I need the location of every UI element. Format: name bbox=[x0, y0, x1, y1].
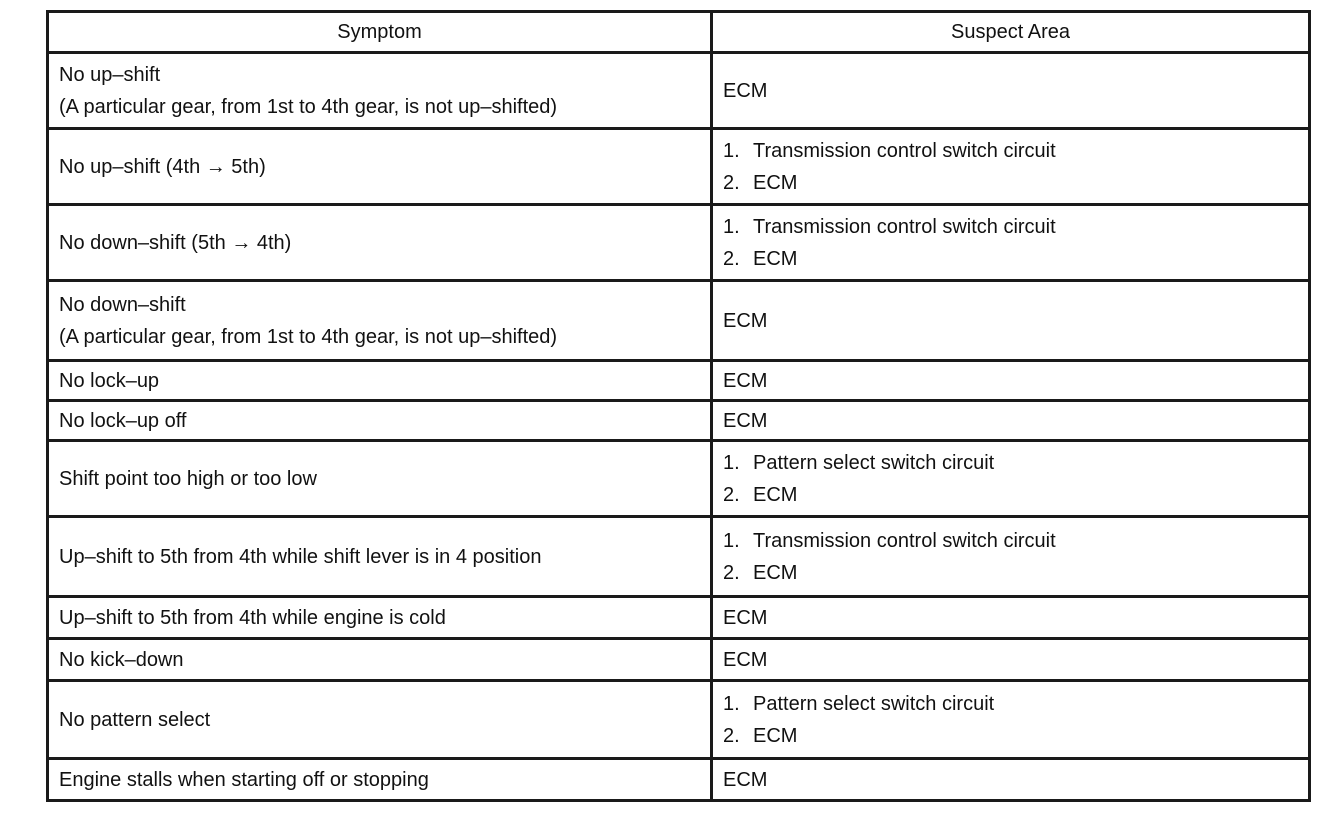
suspect-area-cell bbox=[712, 129, 1310, 205]
table-row bbox=[48, 53, 1310, 129]
suspect-area-text: ECM bbox=[753, 561, 798, 584]
symptom-cell bbox=[48, 281, 712, 361]
suspect-area-item bbox=[723, 688, 1298, 720]
symptom-cell bbox=[48, 53, 712, 129]
suspect-area-text: ECM bbox=[723, 369, 768, 392]
suspect-area-text: Transmission control switch circuit bbox=[753, 139, 1056, 162]
suspect-area-item bbox=[723, 365, 1298, 397]
symptom-text: Shift point too high or too low bbox=[59, 467, 317, 490]
item-number: 1. bbox=[723, 215, 740, 238]
suspect-area-text: Pattern select switch circuit bbox=[753, 451, 995, 474]
symptom-cell bbox=[48, 401, 712, 441]
suspect-area-item bbox=[723, 405, 1298, 437]
suspect-area-cell bbox=[712, 281, 1310, 361]
symptom-cell bbox=[48, 361, 712, 401]
symptom-suspect-table bbox=[46, 10, 1311, 802]
item-number: 2. bbox=[723, 561, 740, 584]
item-number: 2. bbox=[723, 483, 740, 506]
suspect-area-text: ECM bbox=[723, 309, 768, 332]
suspect-area-item bbox=[723, 447, 1298, 479]
table-row bbox=[48, 597, 1310, 639]
symptom-cell bbox=[48, 129, 712, 205]
suspect-area-item bbox=[723, 557, 1298, 589]
symptom-text: No up–shift bbox=[59, 63, 161, 86]
suspect-area-cell bbox=[712, 681, 1310, 759]
suspect-area-cell bbox=[712, 597, 1310, 639]
item-number: 2. bbox=[723, 247, 740, 270]
symptom-text: No down–shift bbox=[59, 293, 186, 316]
suspect-area-text: Transmission control switch circuit bbox=[753, 529, 1056, 552]
table-header-row bbox=[48, 12, 1310, 53]
suspect-area-text: ECM bbox=[723, 768, 768, 791]
symptom-text: No up–shift (4th → 5th) bbox=[59, 155, 266, 178]
suspect-area-cell bbox=[712, 517, 1310, 597]
item-number: 1. bbox=[723, 529, 740, 552]
suspect-area-text: ECM bbox=[753, 247, 798, 270]
suspect-area-text: Pattern select switch circuit bbox=[753, 692, 995, 715]
table-row bbox=[48, 639, 1310, 681]
item-number: 1. bbox=[723, 451, 740, 474]
table-row bbox=[48, 759, 1310, 801]
symptom-cell bbox=[48, 639, 712, 681]
table-row bbox=[48, 205, 1310, 281]
suspect-area-cell bbox=[712, 361, 1310, 401]
suspect-area-item bbox=[723, 135, 1298, 167]
suspect-area-text: Transmission control switch circuit bbox=[753, 215, 1056, 238]
suspect-area-item bbox=[723, 75, 1298, 107]
suspect-area-text: ECM bbox=[753, 171, 798, 194]
item-number: 2. bbox=[723, 724, 740, 747]
symptom-text: (A particular gear, from 1st to 4th gear, is not up–shifted) bbox=[59, 95, 558, 118]
suspect-area-cell bbox=[712, 759, 1310, 801]
suspect-area-item bbox=[723, 602, 1298, 634]
table-row bbox=[48, 517, 1310, 597]
symptom-text: Up–shift to 5th from 4th while shift lever is in 4 position bbox=[59, 545, 542, 568]
item-number: 2. bbox=[723, 171, 740, 194]
header-symptom: Symptom bbox=[48, 12, 712, 53]
table-row bbox=[48, 681, 1310, 759]
symptom-cell bbox=[48, 759, 712, 801]
table-row bbox=[48, 129, 1310, 205]
suspect-area-item bbox=[723, 720, 1298, 752]
symptom-cell bbox=[48, 681, 712, 759]
symptom-text: No lock–up bbox=[59, 369, 160, 392]
table-row bbox=[48, 281, 1310, 361]
header-suspect-area: Suspect Area bbox=[712, 12, 1310, 53]
suspect-area-item bbox=[723, 764, 1298, 796]
symptom-text: No kick–down bbox=[59, 648, 184, 671]
suspect-area-cell bbox=[712, 53, 1310, 129]
suspect-area-item bbox=[723, 305, 1298, 337]
symptom-cell bbox=[48, 517, 712, 597]
symptom-cell bbox=[48, 205, 712, 281]
table-body bbox=[48, 53, 1310, 801]
suspect-area-item bbox=[723, 211, 1298, 243]
symptom-text: (A particular gear, from 1st to 4th gear, is not up–shifted) bbox=[59, 325, 558, 348]
symptom-cell bbox=[48, 441, 712, 517]
suspect-area-cell bbox=[712, 401, 1310, 441]
suspect-area-text: ECM bbox=[723, 606, 768, 629]
symptom-text: No pattern select bbox=[59, 708, 211, 731]
suspect-area-text: ECM bbox=[753, 483, 798, 506]
symptom-text: No lock–up off bbox=[59, 409, 187, 432]
suspect-area-cell bbox=[712, 639, 1310, 681]
troubleshooting-table-container bbox=[46, 10, 1308, 802]
symptom-cell bbox=[48, 597, 712, 639]
suspect-area-cell bbox=[712, 441, 1310, 517]
table-row bbox=[48, 441, 1310, 517]
table-row bbox=[48, 361, 1310, 401]
item-number: 1. bbox=[723, 139, 740, 162]
suspect-area-text: ECM bbox=[723, 79, 768, 102]
item-number: 1. bbox=[723, 692, 740, 715]
suspect-area-text: ECM bbox=[723, 409, 768, 432]
suspect-area-item bbox=[723, 525, 1298, 557]
suspect-area-cell bbox=[712, 205, 1310, 281]
symptom-text: Up–shift to 5th from 4th while engine is cold bbox=[59, 606, 446, 629]
suspect-area-item bbox=[723, 167, 1298, 199]
symptom-text: Engine stalls when starting off or stopping bbox=[59, 768, 429, 791]
suspect-area-text: ECM bbox=[753, 724, 798, 747]
suspect-area-item bbox=[723, 479, 1298, 511]
suspect-area-item bbox=[723, 644, 1298, 676]
suspect-area-text: ECM bbox=[723, 648, 768, 671]
symptom-text: No down–shift (5th → 4th) bbox=[59, 231, 292, 254]
table-row bbox=[48, 401, 1310, 441]
suspect-area-item bbox=[723, 243, 1298, 275]
